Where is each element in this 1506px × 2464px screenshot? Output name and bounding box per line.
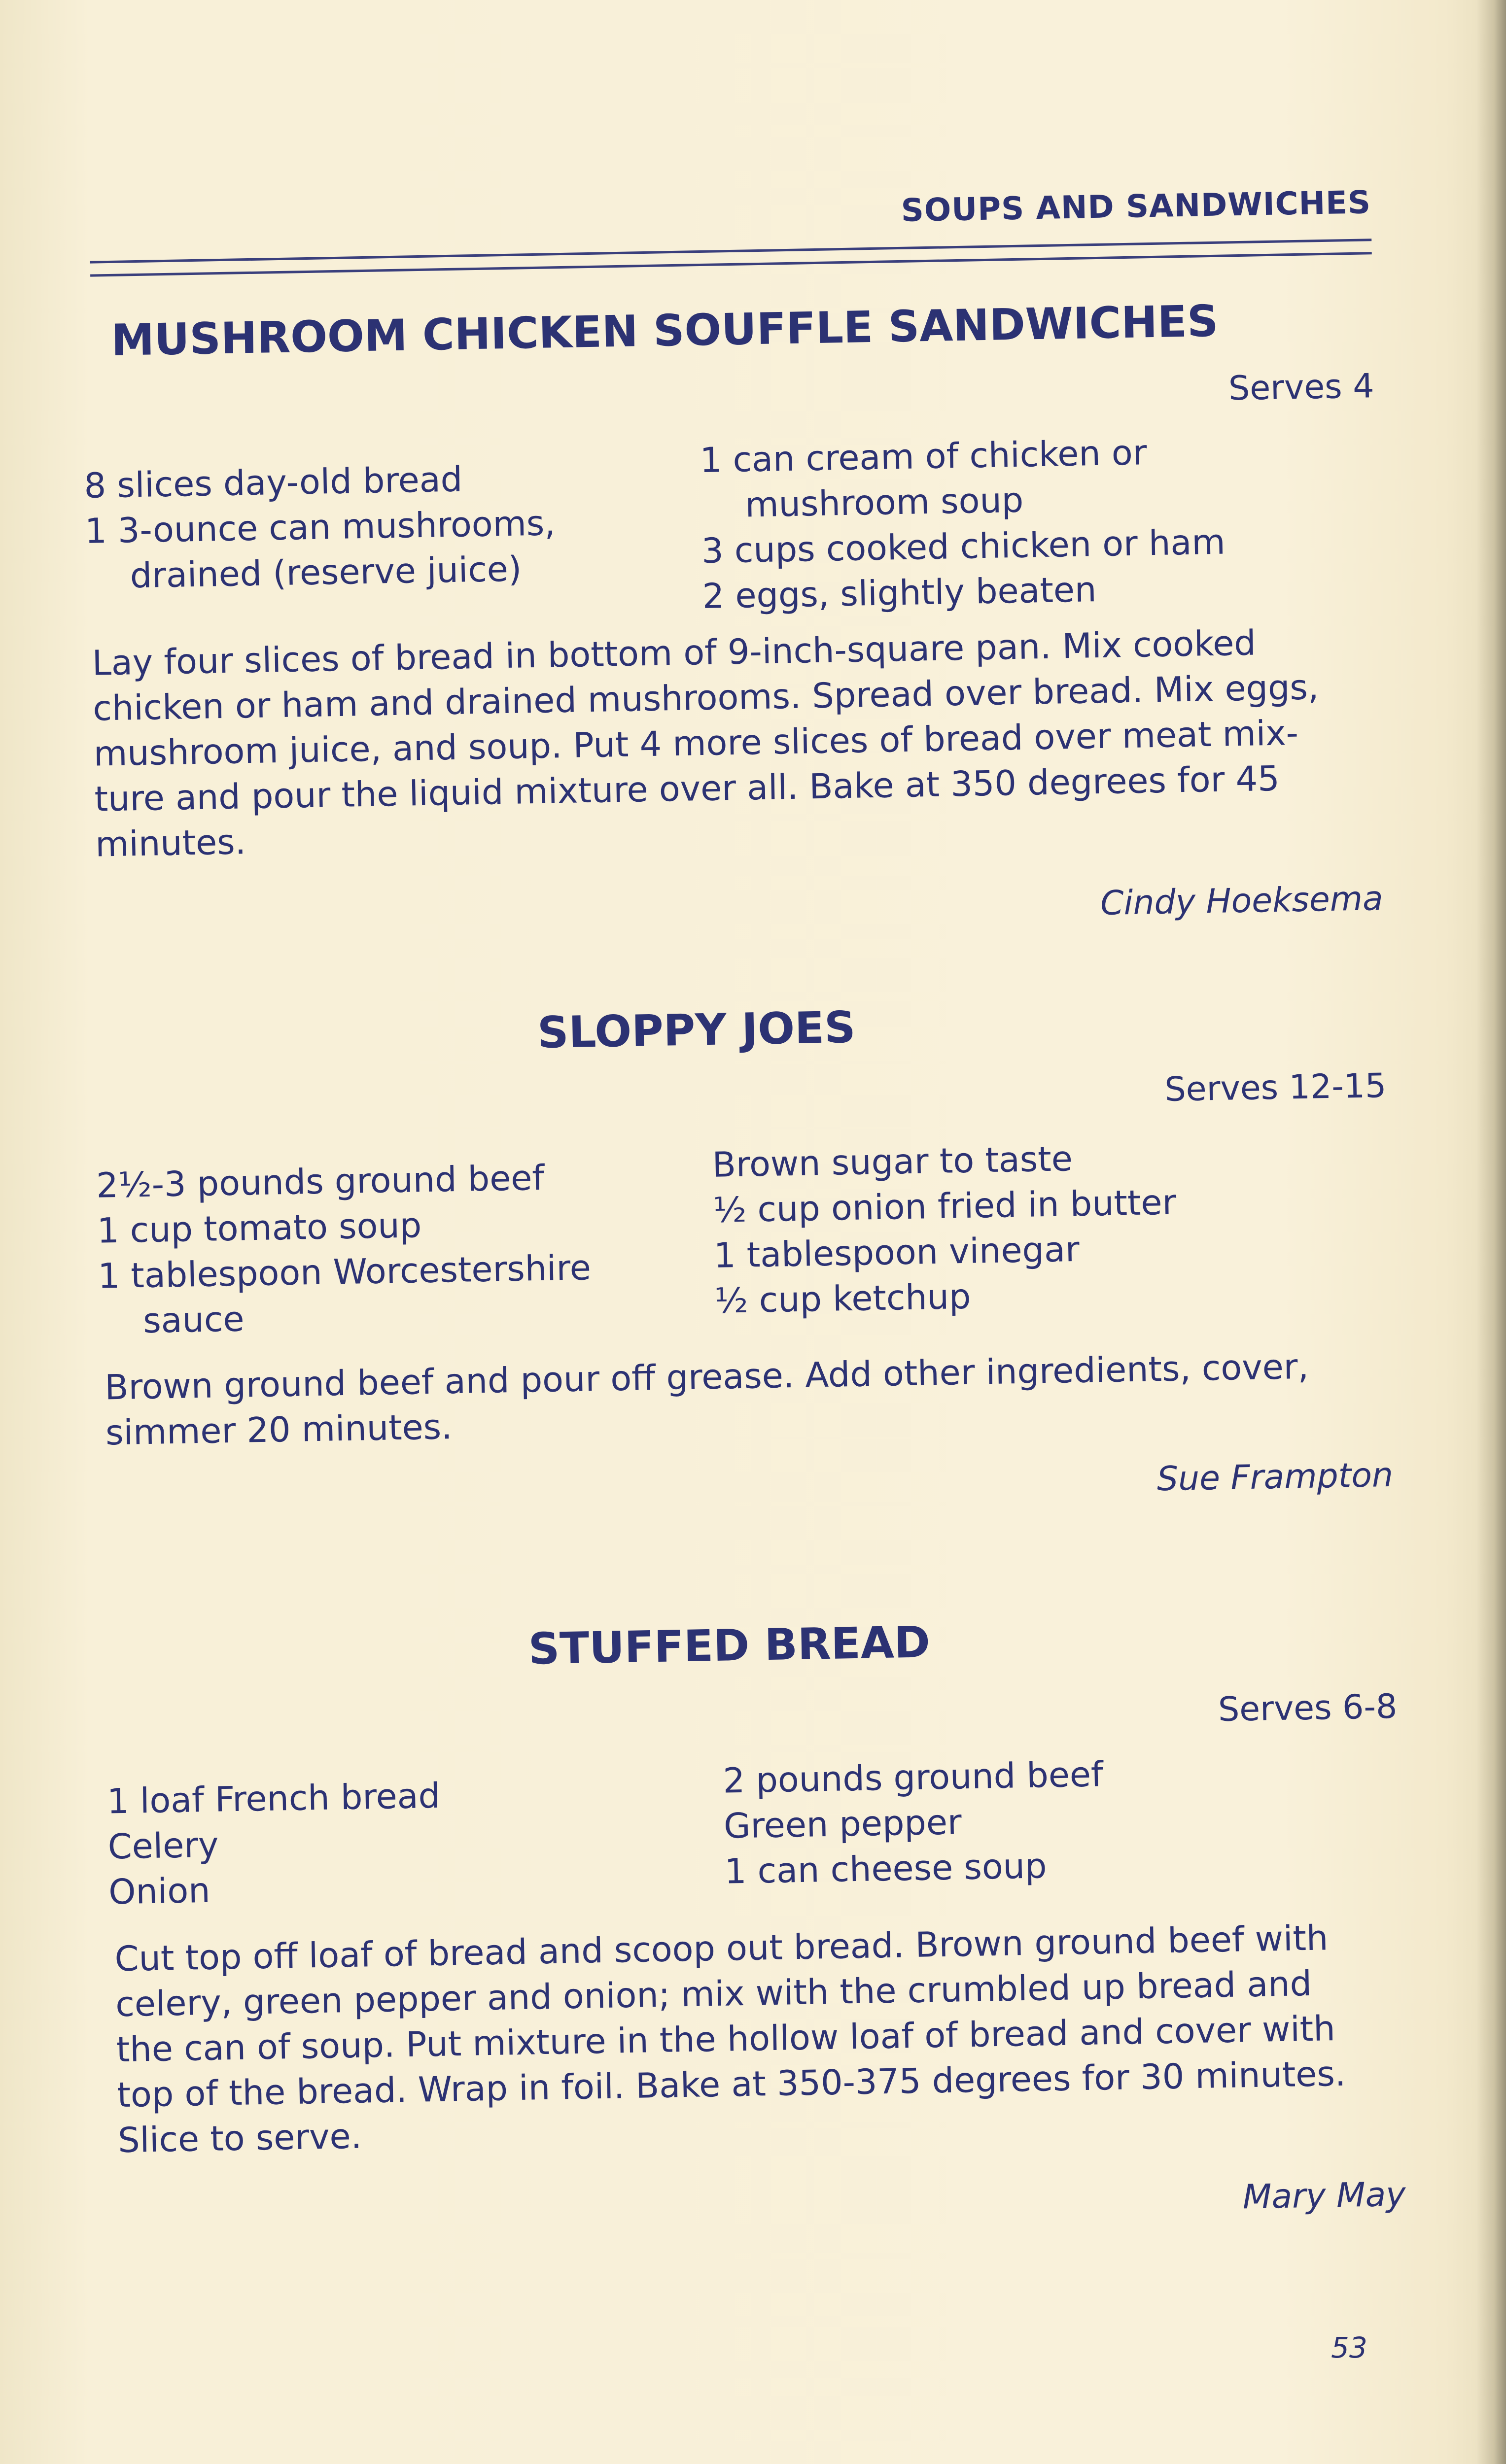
directions-line: Lay four slices of bread in bottom of 9-inch-square pan. Mix cooked bbox=[92, 622, 1257, 684]
ingredient: 2 pounds ground beef bbox=[722, 1754, 1104, 1801]
directions-line: ture and pour the liquid mixture over all. Bake at 350 degrees for 45 bbox=[94, 758, 1280, 820]
directions-line: top of the bread. Wrap in foil. Bake at 350-375 degrees for 30 minutes. bbox=[116, 2053, 1346, 2116]
serves-count: Serves 12-15 bbox=[1164, 1066, 1387, 1109]
recipe-stuffed-bread bbox=[104, 1608, 1406, 2217]
header-double-rule bbox=[90, 239, 1372, 276]
directions-line: Slice to serve. bbox=[117, 2116, 362, 2161]
recipe-title: SLOPPY JOES bbox=[537, 1001, 856, 1059]
ingredients-right bbox=[712, 1134, 1178, 1323]
directions-line: simmer 20 minutes. bbox=[105, 1406, 453, 1453]
directions-line: Cut top off loaf of bread and scoop out bread. Brown ground beef with bbox=[114, 1917, 1329, 1980]
contributor-name: Sue Frampton bbox=[1156, 1455, 1394, 1499]
ingredient: ½ cup onion fried in butter bbox=[712, 1182, 1177, 1231]
ingredient: ½ cup ketchup bbox=[714, 1276, 972, 1321]
directions-line: celery, green pepper and onion; mix with the crumbled up bread and bbox=[115, 1963, 1312, 2025]
ingredient: 1 can cheese soup bbox=[724, 1846, 1048, 1892]
ingredients-right bbox=[700, 429, 1226, 619]
ingredient: 2 eggs, slightly beaten bbox=[701, 569, 1097, 617]
serves-count: Serves 6-8 bbox=[1218, 1687, 1398, 1730]
ingredient: Brown sugar to taste bbox=[712, 1138, 1073, 1185]
directions bbox=[92, 618, 1363, 867]
ingredient: Onion bbox=[108, 1870, 211, 1913]
ingredient: 1 cup tomato soup bbox=[97, 1205, 422, 1251]
ingredient: mushroom soup bbox=[744, 479, 1024, 525]
contributor-name: Mary May bbox=[1242, 2175, 1406, 2217]
ingredient: Celery bbox=[107, 1824, 219, 1867]
running-head: SOUPS AND SANDWICHES bbox=[901, 184, 1371, 229]
page-number: 53 bbox=[1331, 2331, 1367, 2364]
directions-line: chicken or ham and drained mushrooms. Spread over bread. Mix eggs, bbox=[92, 667, 1319, 729]
recipe-mushroom-chicken-souffle bbox=[81, 293, 1384, 924]
recipe-title: MUSHROOM CHICKEN SOUFFLE SANDWICHES bbox=[110, 295, 1219, 366]
ingredient: 8 slices day-old bread bbox=[83, 459, 463, 506]
ingredient: 1 tablespoon Worcestershire bbox=[97, 1247, 592, 1297]
serves-count: Serves 4 bbox=[1228, 367, 1375, 409]
ingredient: Green pepper bbox=[723, 1802, 962, 1847]
directions-line: the can of soup. Put mixture in the hollow loaf of bread and cover with bbox=[116, 2008, 1336, 2070]
ingredient: sauce bbox=[142, 1299, 245, 1341]
ingredient: 2½-3 pounds ground beef bbox=[96, 1157, 545, 1206]
ingredient: 1 tablespoon vinegar bbox=[713, 1229, 1080, 1276]
directions bbox=[105, 1343, 1373, 1456]
ingredients-left bbox=[106, 1773, 442, 1915]
contributor-name: Cindy Hoeksema bbox=[1100, 879, 1384, 924]
ingredient: 3 cups cooked chicken or ham bbox=[701, 521, 1226, 572]
directions-line: mushroom juice, and soup. Put 4 more slices of bread over meat mix- bbox=[93, 712, 1299, 774]
recipe-sloppy-joes bbox=[93, 992, 1394, 1499]
ingredient: 1 3-ounce can mushrooms, bbox=[84, 503, 556, 551]
ingredients-right bbox=[723, 1751, 1105, 1894]
ingredient: drained (reserve juice) bbox=[130, 548, 522, 596]
page-content bbox=[79, 165, 1406, 2217]
directions-line: Brown ground beef and pour off grease. Add other ingredients, cover, bbox=[104, 1346, 1309, 1408]
directions-line: minutes. bbox=[95, 821, 246, 865]
ingredient: 1 can cream of chicken or bbox=[700, 432, 1148, 481]
ingredient: 1 loaf French bread bbox=[106, 1775, 441, 1822]
ingredients-left bbox=[84, 455, 557, 599]
recipe-title: STUFFED BREAD bbox=[528, 1616, 931, 1675]
directions bbox=[114, 1914, 1385, 2163]
page-edge-shadow bbox=[1476, 0, 1506, 2464]
ingredients-left bbox=[96, 1154, 593, 1344]
